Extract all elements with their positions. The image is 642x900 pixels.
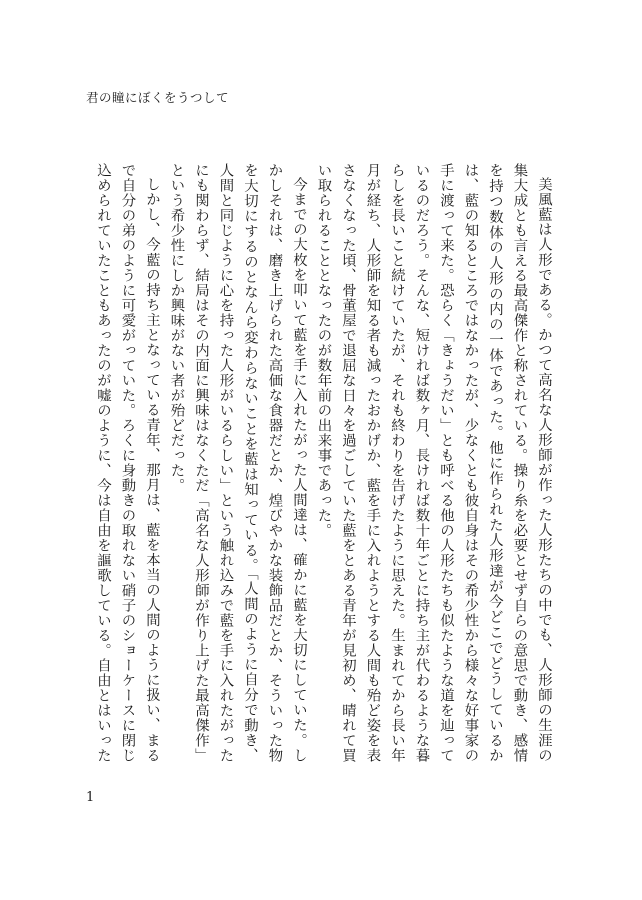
paragraph-3: しかし、今藍の持ち主となっている青年、那月は、藍を本当の人間のように扱い、まるで自分の弟のように可愛がっていた。ろくに身動きの取れない硝子のショーケースに閉じ込められていたこともあったのが嘘のように、今は自由を謳歌している。自由とはいった (95, 163, 160, 763)
page-number: 1 (86, 790, 95, 805)
body-text (80, 163, 556, 763)
paragraph-1: 美風藍は人形である。かつて高名な人形師が作った人形たちの中でも、人形師の生涯の集大成とも言える最高傑作と称されている。操り糸を必要とせず自らの意思で動き、感情を持つ数体の人形の内の一体であった。他に作られた人形達が今どこでどうしているかは、藍の知るところではなかったが、少なくとも彼自身はその希少性から様々な好事家の手に渡って来た。恐らく「きょうだい」とも呼べる他の人形たちも似たような道を辿っているのだろう。そんな、短ければ数ヶ月、長ければ数十年ごとに持ち主が代わるような暮らしを長いこと続けていたが、それも終わりを告げたように思えた。生まれてから長い年月が経ち、人形師を知る者も減ったおかげか、藍を手に入れようとする人間も殆ど姿を表さなくなった頃、骨董屋で退屈な日々を過ごしていた藍をとある青年が見初め、晴れて買い取られることとなったのが数年前の出来事であった。 (315, 163, 552, 763)
paragraph-2: 今までの大枚を叩いて藍を手に入れたがった人間達は、確かに藍を大切にしていた。しかしそれは、磨き上げられた高価な食器だとか、煌びやかな装飾品だとか、そういった物を大切にするのとなんら変わらないことを藍は知っている。「人間のように自分で動き、人間と同じように心を持った人形がいるらしい」という触れ込みで藍を手に入れたがったにも関わらず、結局はその内面に興味はなくただ「高名な人形師が作り上げた最高傑作」という希少性にしか興味がない者が殆どだった。 (168, 163, 307, 763)
running-head: 君の瞳にぼくをうつして (86, 90, 230, 105)
